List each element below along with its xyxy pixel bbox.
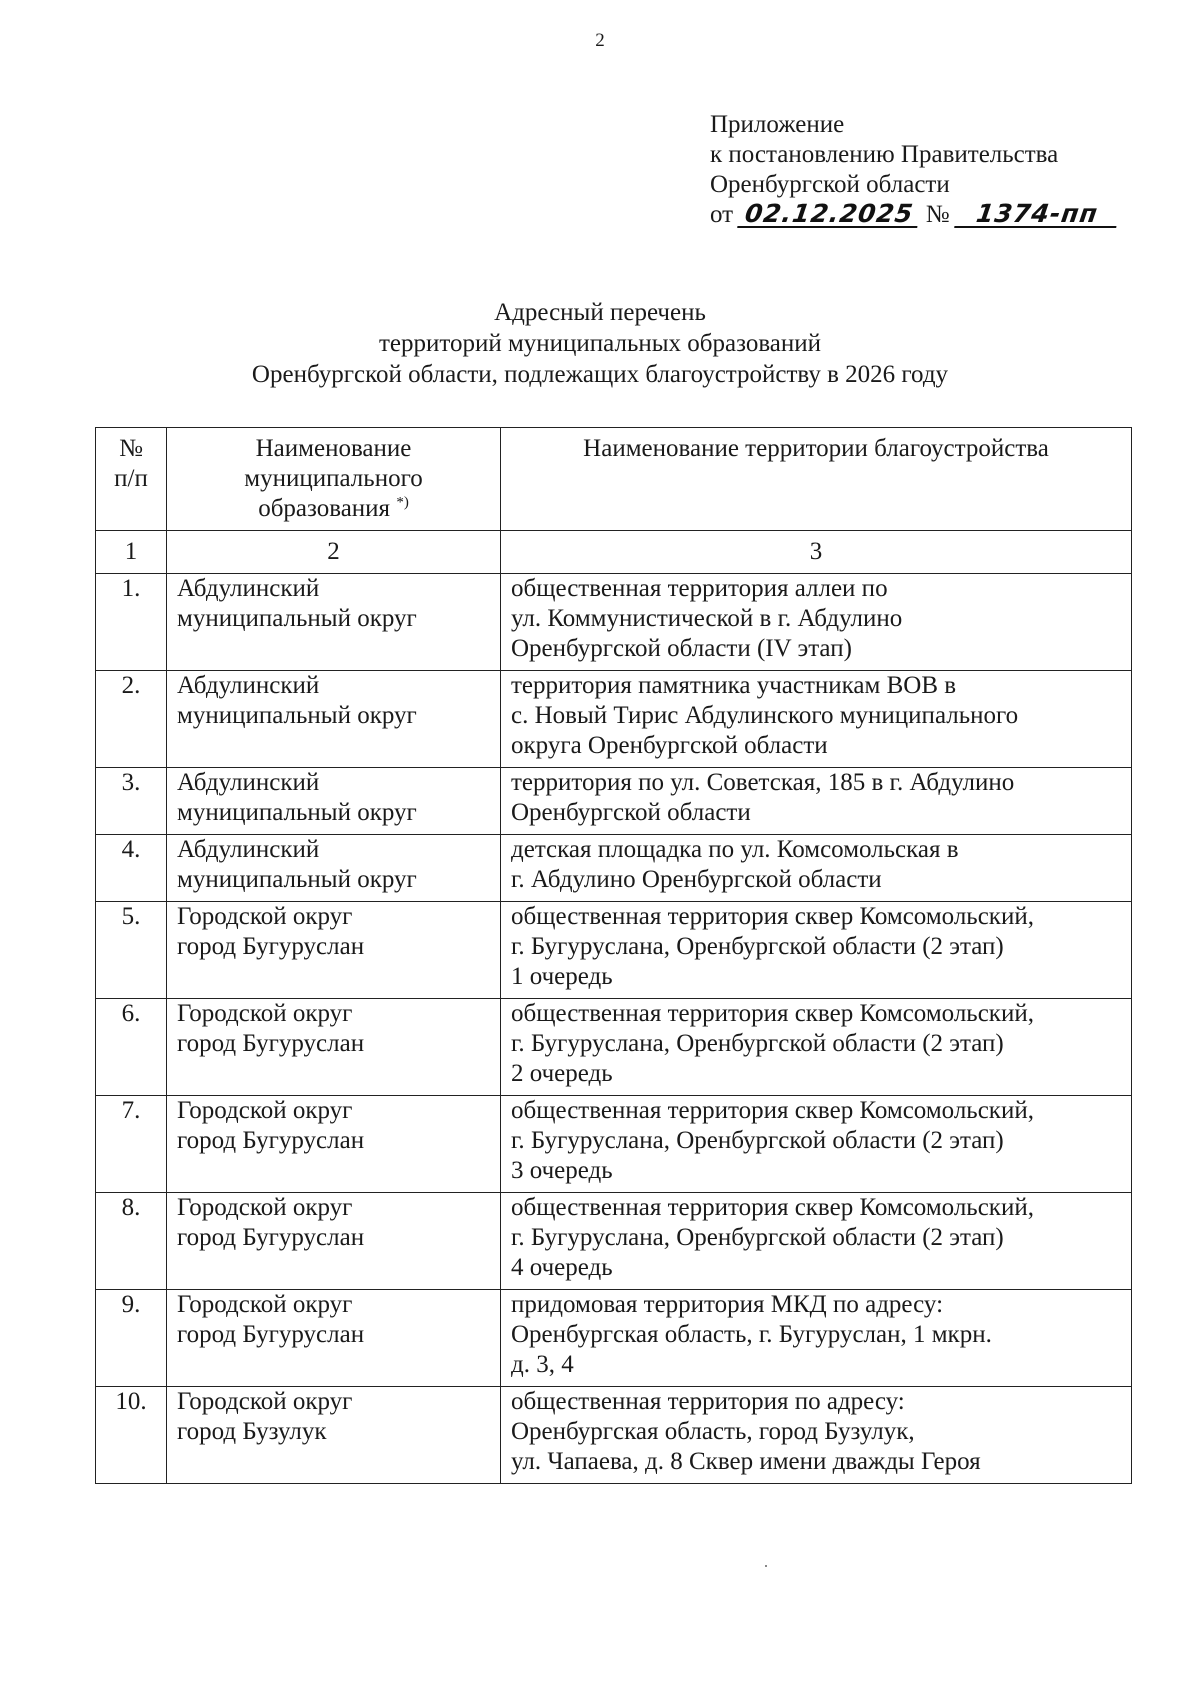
- date-prefix: от: [710, 201, 734, 228]
- row-territory: [501, 768, 1132, 835]
- header-municipality-line-1: Наименование: [255, 435, 412, 462]
- municipality-line: город Бугуруслан: [177, 1030, 365, 1057]
- territory-line: г. Бугуруслана, Оренбургской области (2 этап): [511, 1224, 1004, 1251]
- table-row: [96, 1193, 1132, 1290]
- number-prefix: №: [925, 201, 950, 228]
- table-row: [96, 902, 1132, 999]
- row-territory: [501, 1290, 1132, 1387]
- territory-line: общественная территория сквер Комсомольский,: [511, 1097, 1034, 1124]
- territory-line: общественная территория сквер Комсомольский,: [511, 1194, 1034, 1221]
- row-territory: [501, 671, 1132, 768]
- row-municipality: [167, 999, 501, 1096]
- row-number: 8.: [96, 1193, 167, 1290]
- territory-line: территория памятника участникам ВОВ в: [511, 672, 957, 699]
- territory-line: Оренбургской области: [511, 799, 751, 826]
- municipality-line: Абдулинский: [177, 836, 320, 863]
- territory-line: д. 3, 4: [511, 1351, 574, 1378]
- municipality-line: муниципальный округ: [177, 605, 417, 632]
- row-territory: [501, 1387, 1132, 1484]
- municipality-line: город Бугуруслан: [177, 1127, 365, 1154]
- row-municipality: [167, 671, 501, 768]
- row-number: 6.: [96, 999, 167, 1096]
- table-row: [96, 1096, 1132, 1193]
- municipality-line: муниципальный округ: [177, 799, 417, 826]
- row-municipality: [167, 574, 501, 671]
- appendix-date-line: [710, 200, 1118, 230]
- title-line-3: Оренбургской области, подлежащих благоустройству в 2026 году: [251, 361, 949, 388]
- row-municipality: [167, 1193, 501, 1290]
- territory-line: г. Бугуруслана, Оренбургской области (2 этап): [511, 1127, 1004, 1154]
- municipality-line: Городской округ: [177, 1000, 353, 1027]
- municipality-line: Городской округ: [177, 1194, 353, 1221]
- scan-speck: [765, 1565, 767, 1567]
- row-number: 2.: [96, 671, 167, 768]
- row-municipality: [167, 835, 501, 902]
- municipality-line: Городской округ: [177, 1388, 353, 1415]
- municipality-line: город Бузулук: [177, 1418, 327, 1445]
- header-municipality: [167, 428, 501, 531]
- footnote-marker: *): [396, 494, 409, 511]
- municipality-line: Городской округ: [177, 1097, 353, 1124]
- row-territory: [501, 835, 1132, 902]
- row-number: 3.: [96, 768, 167, 835]
- header-number-sign: №: [119, 435, 143, 462]
- row-number: 5.: [96, 902, 167, 999]
- document-title: [0, 297, 1200, 390]
- municipality-line: город Бугуруслан: [177, 1321, 365, 1348]
- header-municipality-line-3: [177, 494, 490, 524]
- appendix-block: [710, 110, 1118, 230]
- municipality-line: муниципальный округ: [177, 702, 417, 729]
- row-territory: [501, 999, 1132, 1096]
- territory-line: Оренбургской области (IV этап): [511, 635, 852, 662]
- row-number: 9.: [96, 1290, 167, 1387]
- row-number: 4.: [96, 835, 167, 902]
- index-cell-2: 2: [167, 531, 501, 574]
- appendix-line-region: Оренбургской области: [710, 171, 950, 198]
- municipality-line: город Бугуруслан: [177, 1224, 365, 1251]
- index-cell-1: 1: [96, 531, 167, 574]
- row-municipality: [167, 768, 501, 835]
- handwritten-number: 1374-пп: [954, 202, 1120, 228]
- index-cell-3: 3: [501, 531, 1132, 574]
- territory-line: Оренбургская область, город Бузулук,: [511, 1418, 915, 1445]
- header-number: [96, 428, 167, 531]
- appendix-title: Приложение: [710, 111, 845, 138]
- territory-line: 3 очередь: [511, 1157, 613, 1184]
- territory-line: с. Новый Тирис Абдулинского муниципального: [511, 702, 1019, 729]
- row-municipality: [167, 1096, 501, 1193]
- municipality-line: Абдулинский: [177, 769, 320, 796]
- territory-line: 4 очередь: [511, 1254, 613, 1281]
- territory-line: территория по ул. Советская, 185 в г. Абдулино: [511, 769, 1015, 796]
- territory-line: 2 очередь: [511, 1060, 613, 1087]
- handwritten-date: 02.12.2025: [738, 202, 922, 228]
- table-body: [96, 574, 1132, 1484]
- table-row: [96, 574, 1132, 671]
- territory-line: Оренбургская область, г. Бугуруслан, 1 мкрн.: [511, 1321, 992, 1348]
- territory-line: 1 очередь: [511, 963, 613, 990]
- territory-line: г. Бугуруслана, Оренбургской области (2 этап): [511, 933, 1004, 960]
- row-municipality: [167, 902, 501, 999]
- territory-line: придомовая территория МКД по адресу:: [511, 1291, 944, 1318]
- table-row: [96, 768, 1132, 835]
- header-number-pp: п/п: [114, 465, 148, 492]
- table-row: [96, 835, 1132, 902]
- header-municipality-line-3-text: образования: [258, 495, 391, 522]
- row-territory: [501, 1193, 1132, 1290]
- row-territory: [501, 1096, 1132, 1193]
- territory-line: детская площадка по ул. Комсомольская в: [511, 836, 959, 863]
- header-territory: Наименование территории благоустройства: [501, 428, 1132, 531]
- municipality-line: Городской округ: [177, 1291, 353, 1318]
- territory-line: общественная территория аллеи по: [511, 575, 888, 602]
- header-municipality-line-2: муниципального: [244, 465, 423, 492]
- title-line-1: Адресный перечень: [494, 299, 706, 326]
- territory-line: общественная территория сквер Комсомольский,: [511, 903, 1034, 930]
- municipality-line: Абдулинский: [177, 672, 320, 699]
- title-line-2: территорий муниципальных образований: [378, 330, 822, 357]
- appendix-line-resolution: к постановлению Правительства: [710, 141, 1059, 168]
- row-number: 10.: [96, 1387, 167, 1484]
- table-row: [96, 1387, 1132, 1484]
- territory-line: общественная территория по адресу:: [511, 1388, 905, 1415]
- row-territory: [501, 902, 1132, 999]
- row-number: 7.: [96, 1096, 167, 1193]
- row-municipality: [167, 1387, 501, 1484]
- territory-line: общественная территория сквер Комсомольский,: [511, 1000, 1034, 1027]
- territory-line: ул. Коммунистической в г. Абдулино: [511, 605, 903, 632]
- page-number: 2: [595, 30, 605, 51]
- territory-line: округа Оренбургской области: [511, 732, 828, 759]
- table-index-row: [96, 531, 1132, 574]
- municipality-line: город Бугуруслан: [177, 933, 365, 960]
- table-row: [96, 1290, 1132, 1387]
- row-number: 1.: [96, 574, 167, 671]
- municipality-line: муниципальный округ: [177, 866, 417, 893]
- table-row: [96, 671, 1132, 768]
- address-list-table: [95, 427, 1132, 1484]
- row-territory: [501, 574, 1132, 671]
- municipality-line: Абдулинский: [177, 575, 320, 602]
- municipality-line: Городской округ: [177, 903, 353, 930]
- row-municipality: [167, 1290, 501, 1387]
- table-row: [96, 999, 1132, 1096]
- territory-line: г. Абдулино Оренбургской области: [511, 866, 882, 893]
- table-header-row: [96, 428, 1132, 531]
- territory-line: г. Бугуруслана, Оренбургской области (2 этап): [511, 1030, 1004, 1057]
- territory-line: ул. Чапаева, д. 8 Сквер имени дважды Героя: [511, 1448, 981, 1475]
